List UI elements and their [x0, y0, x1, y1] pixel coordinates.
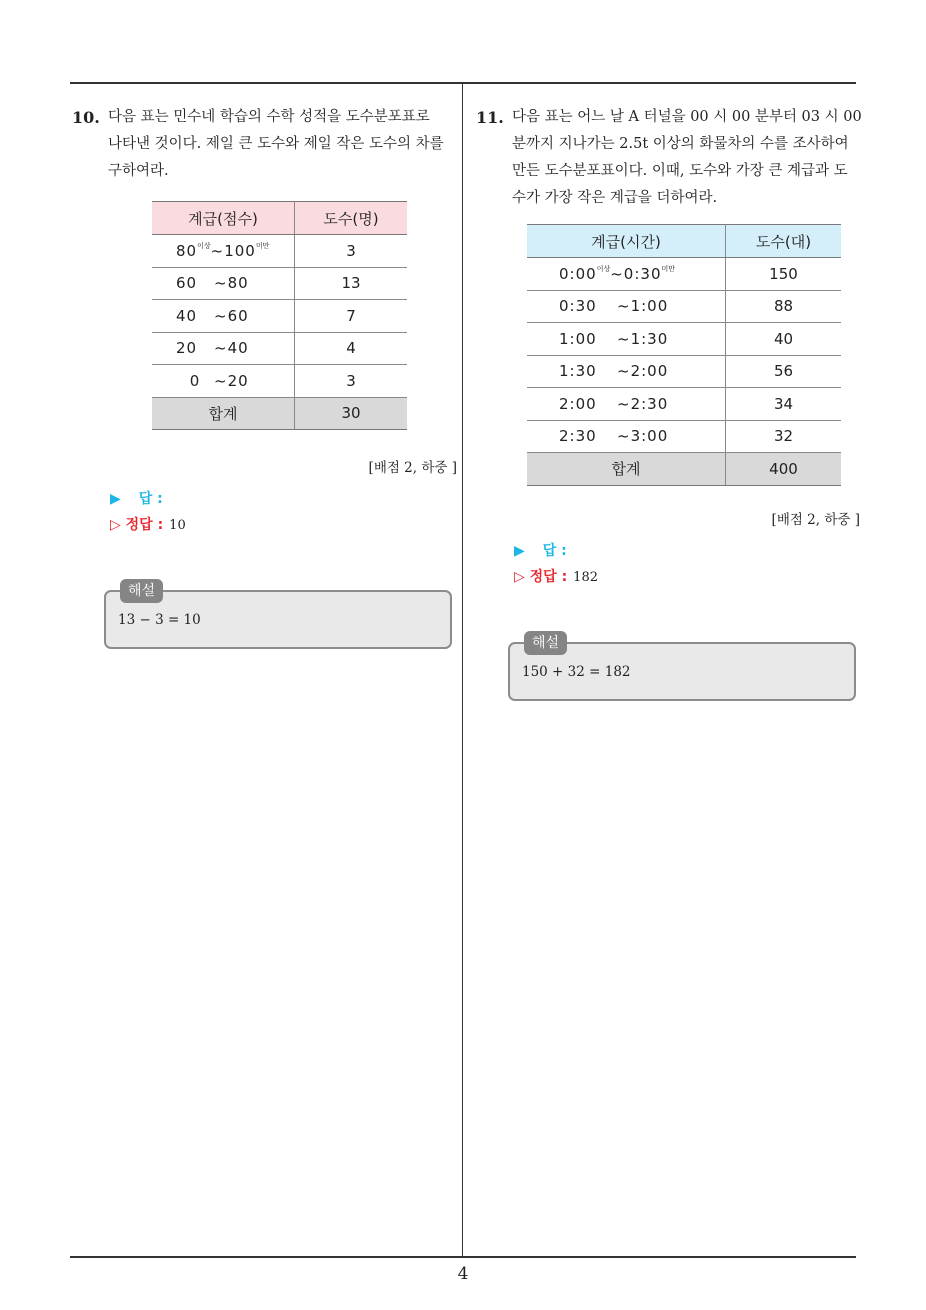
frequency-cell: 32: [726, 420, 842, 453]
class-cell: 0:30 ~1:00: [527, 290, 726, 323]
answer-label: 답 :: [138, 491, 163, 507]
answer-line: [110, 488, 457, 508]
header-class: 계급(시간): [527, 225, 726, 258]
class-cell: 1:30 ~2:00: [527, 355, 726, 388]
class-cell: 2:00 ~2:30: [527, 388, 726, 421]
table-row: [527, 290, 841, 323]
frequency-cell: 3: [295, 365, 408, 398]
class-cell: 60 ~80: [152, 267, 295, 300]
frequency-cell: 150: [726, 258, 842, 291]
question-text: [476, 104, 860, 212]
frequency-cell: 56: [726, 355, 842, 388]
correct-value: 10: [169, 518, 186, 533]
table-header-row: [152, 202, 407, 235]
question-line: 구하여라.: [108, 163, 169, 179]
header-frequency: 도수(대): [726, 225, 842, 258]
frequency-cell: 7: [295, 300, 408, 333]
answer-line: [514, 540, 860, 560]
correct-answer: [110, 514, 457, 534]
frequency-cell: 34: [726, 388, 842, 421]
correct-label: ▷ 정답 :: [514, 568, 568, 585]
class-cell: 0 ~20: [152, 365, 295, 398]
class-cell: 1:00 ~1:30: [527, 323, 726, 356]
correct-answer: [514, 566, 860, 586]
class-cell: 40 ~60: [152, 300, 295, 333]
total-row: [527, 453, 841, 486]
question-line: 수가 가장 작은 계급을 더하여라.: [512, 190, 718, 206]
total-value: 400: [726, 453, 842, 486]
table-row: [527, 388, 841, 421]
frequency-cell: 13: [295, 267, 408, 300]
question-line: 다음 표는 어느 날 A 터널을 00 시 00 분부터 03 시 00: [512, 109, 862, 125]
score-info: [배점 2, 하중 ]: [771, 511, 860, 528]
total-row: [152, 397, 407, 430]
top-rule: [70, 82, 856, 84]
class-cell: $80^{이상}\sim 100^{미만}$: [152, 235, 295, 268]
table-row: [152, 267, 407, 300]
class-cell: 20 ~40: [152, 332, 295, 365]
bottom-rule: [70, 1256, 856, 1258]
explanation-box: [508, 634, 856, 701]
class-cell: $0:00^{이상}\sim 0:30^{미만}$: [527, 258, 726, 291]
total-label: 합계: [152, 397, 295, 430]
column-divider: [462, 82, 463, 1257]
table-header-row: [527, 225, 841, 258]
frequency-table: [527, 224, 841, 486]
question-line: 만든 도수분포표이다. 이때, 도수와 가장 큰 계급과 도: [512, 163, 848, 179]
table-row: [152, 300, 407, 333]
frequency-table: [152, 201, 407, 430]
total-value: 30: [295, 397, 408, 430]
frequency-cell: 3: [295, 235, 408, 268]
table-row: [527, 323, 841, 356]
frequency-cell: 88: [726, 290, 842, 323]
header-frequency: 도수(명): [295, 202, 408, 235]
question-line: 분까지 지나가는 2.5t 이상의 화물차의 수를 조사하여: [512, 136, 849, 152]
total-label: 합계: [527, 453, 726, 486]
explanation-text: 13 − 3 = 10: [118, 612, 201, 628]
header-class: 계급(점수): [152, 202, 295, 235]
table-row: [527, 355, 841, 388]
explanation-box: [104, 583, 452, 649]
question-10: [72, 104, 457, 649]
correct-value: 182: [573, 569, 598, 585]
question-text: [72, 104, 457, 185]
play-triangle-icon: ▶: [110, 491, 121, 507]
class-cell: 2:30 ~3:00: [527, 420, 726, 453]
explanation-tag: 해설: [120, 579, 163, 603]
question-line: 나타낸 것이다. 제일 큰 도수와 제일 작은 도수의 차를: [108, 136, 444, 152]
play-triangle-icon: ▶: [514, 542, 525, 559]
page-number: 4: [457, 1264, 469, 1284]
table-row: [152, 235, 407, 268]
table-row: [527, 258, 841, 291]
correct-label: ▷ 정답 :: [110, 517, 164, 533]
question-number: 10.: [72, 108, 100, 127]
table-row: [152, 365, 407, 398]
frequency-cell: 4: [295, 332, 408, 365]
answer-label: 답 :: [542, 542, 567, 559]
explanation-tag: 해설: [524, 631, 567, 655]
table-row: [527, 420, 841, 453]
question-11: [476, 104, 860, 701]
explanation-text: 150 + 32 = 182: [522, 663, 631, 680]
question-number: 11.: [476, 108, 504, 127]
frequency-cell: 40: [726, 323, 842, 356]
table-row: [152, 332, 407, 365]
question-line: 다음 표는 민수네 학습의 수학 성적을 도수분포표로: [108, 109, 430, 125]
score-info: [배점 2, 하중 ]: [368, 460, 457, 476]
